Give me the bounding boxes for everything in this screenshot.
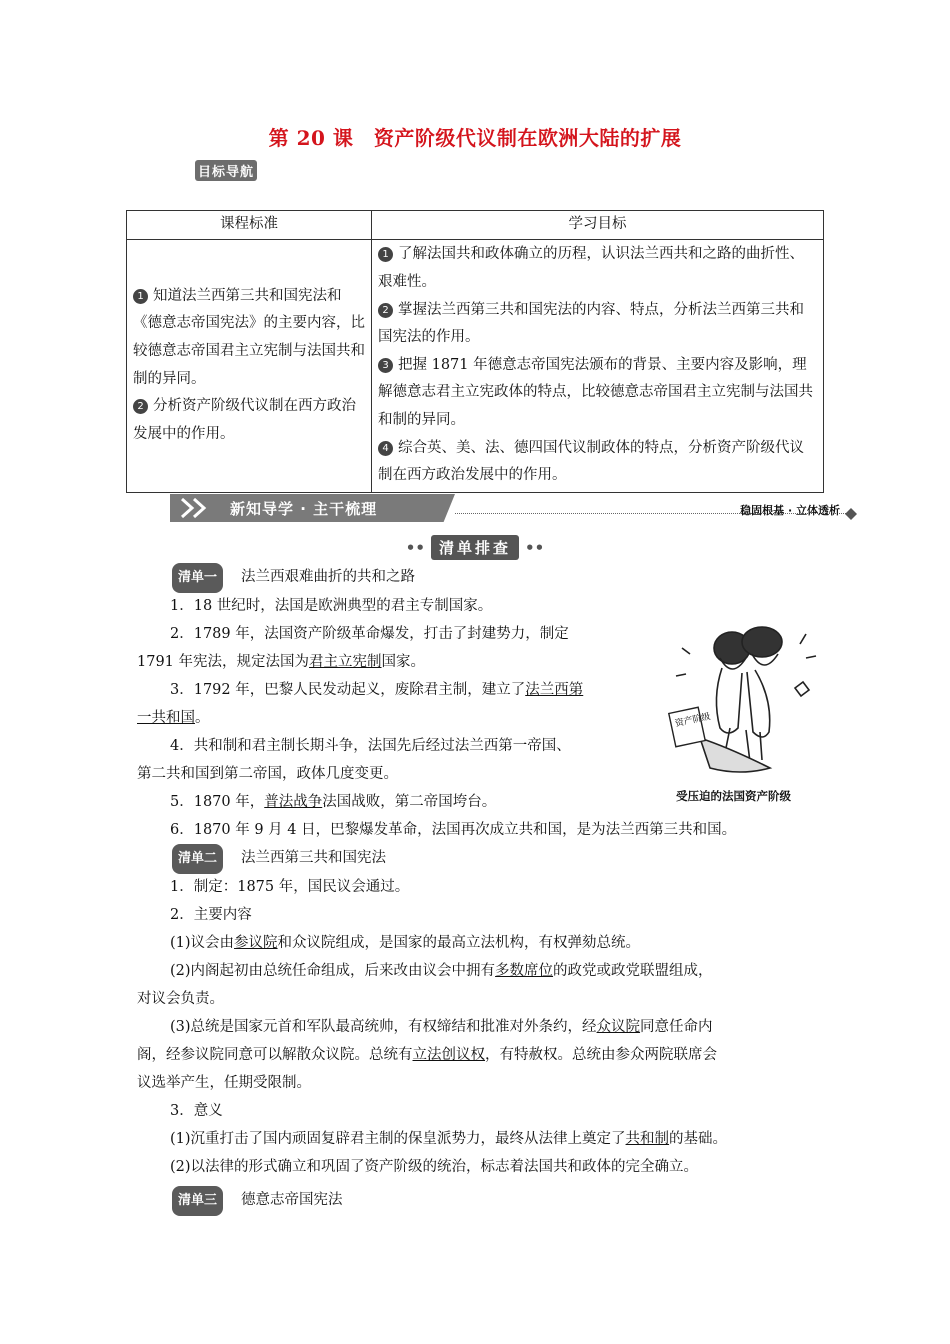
answer-underline: 普法战争 [264, 794, 323, 810]
list1-point [170, 788, 496, 816]
banner-title: 新知导学 · 主干梳理 [230, 500, 378, 518]
list2-point [137, 1041, 717, 1069]
answer-underline: 立法创议权 [412, 1047, 485, 1063]
list1-point: 4．共和制和君主制长期斗争，法国先后经过法兰西第一帝国、 [170, 738, 571, 754]
number-badge-icon: 4 [378, 441, 393, 456]
text-span: 的基础。 [669, 1131, 728, 1147]
section-title: 清单排查 [431, 535, 519, 560]
list1-point [137, 648, 425, 676]
text-span: 3．1792 年，巴黎人民发动起义，废除君主制，建立了 [170, 682, 526, 698]
sign-text: 资产阶级 [674, 712, 712, 730]
list3-tag: 清单三 [172, 1186, 223, 1216]
text-span: 和众议院组成，是国家的最高立法机构，有权弹劾总统。 [277, 935, 641, 951]
objective-item [378, 297, 817, 352]
text-span: 同意任命内 [640, 1019, 713, 1035]
dots-left-icon: •• [405, 539, 425, 557]
standard-cell [127, 239, 372, 492]
text-span: (3)总统是国家元首和军队最高统帅，有权缔结和批准对外条约，经 [170, 1019, 597, 1035]
answer-underline: 法兰西第 [525, 682, 584, 698]
list1-point: 第二共和国到第二帝国，政体几度变更。 [137, 766, 398, 782]
table-head-standard: 课程标准 [127, 211, 372, 240]
text-span: 的政党或政党联盟组成， [553, 963, 713, 979]
dots-right-icon: •• [525, 539, 545, 557]
objective-text: 掌握法兰西第三共和国宪法的内容、特点，分析法兰西第三共和国宪法的作用。 [378, 301, 804, 346]
list1-tag: 清单一 [172, 563, 223, 593]
cartoon-illustration [660, 618, 830, 786]
list2-point [170, 1125, 727, 1153]
list2-point [170, 1013, 713, 1041]
list1-point [137, 704, 210, 732]
list2-point [170, 929, 640, 957]
objective-item [378, 241, 817, 296]
diamond-icon [845, 508, 857, 520]
objective-text: 了解法国共和政体确立的历程，认识法兰西共和之路的曲折性、艰难性。 [378, 246, 804, 291]
objective-item [378, 435, 817, 490]
objective-text: 综合英、美、法、德四国代议制政体的特点，分析资产阶级代议制在西方政治发展中的作用。 [378, 439, 804, 484]
section-heading [0, 535, 950, 560]
number-badge-icon: 1 [378, 247, 393, 262]
standard-text: 分析资产阶级代议制在西方政治发展中的作用。 [133, 398, 356, 442]
answer-underline: 共和制 [625, 1131, 670, 1147]
list3-title: 德意志帝国宪法 [241, 1192, 343, 1208]
standard-item [133, 283, 365, 393]
answer-underline: 一共和国 [137, 710, 195, 726]
text-span: 法国战败，第二帝国垮台。 [322, 794, 497, 810]
list2-point [170, 957, 713, 985]
number-badge-icon: 1 [133, 289, 148, 304]
table-head-objective: 学习目标 [372, 211, 824, 240]
text-span: (1)沉重打击了国内顽固复辟君主制的保皇派势力，最终从法律上奠定了 [170, 1131, 626, 1147]
banner-subtitle: 稳固根基 · 立体透析 [740, 504, 840, 517]
standard-item [133, 393, 365, 448]
text-span: 5．1870 年， [170, 794, 265, 810]
list1-point [170, 676, 583, 704]
lesson-title: 第 20 课 资产阶级代议制在欧洲大陆的扩展 [268, 126, 682, 150]
text-span: (2)内阁起初由总统任命组成，后来改由议会中拥有 [170, 963, 496, 979]
number-badge-icon: 3 [378, 358, 393, 373]
objective-text: 把握 1871 年德意志帝国宪法颁布的背景、主要内容及影响，理解德意志君主立宪政体的特点，比较德意志帝国君主立宪制与法国共和制的异同。 [378, 356, 813, 428]
text-span: 1791 年宪法，规定法国为 [137, 654, 310, 670]
list1-point: 1．18 世纪时，法国是欧洲典型的君主专制国家。 [170, 598, 493, 614]
list2-title: 法兰西第三共和国宪法 [241, 850, 387, 866]
text-span: 国家。 [381, 654, 426, 670]
list1-point: 2．1789 年，法国资产阶级革命爆发，打击了封建势力，制定 [170, 626, 569, 642]
goal-nav-tag: 目标导航 [195, 160, 257, 181]
answer-underline: 众议院 [596, 1019, 641, 1035]
image-caption: 受压迫的法国资产阶级 [676, 789, 791, 803]
list1-heading [172, 563, 415, 593]
list1-point: 6．1870 年 9 月 4 日，巴黎爆发革命，法国再次成立共和国，是为法兰西第三共和国。 [170, 822, 737, 838]
list2-point: 1．制定：1875 年，国民议会通过。 [170, 879, 410, 895]
text-span: 。 [195, 710, 210, 726]
number-badge-icon: 2 [378, 303, 393, 318]
list2-point: 3．意义 [170, 1103, 223, 1119]
number-badge-icon: 2 [133, 399, 148, 414]
list2-point: (2)以法律的形式确立和巩固了资产阶级的统治，标志着法国共和政体的完全确立。 [170, 1159, 699, 1175]
text-span: ，有特赦权。总统由参众两院联席会 [485, 1047, 717, 1063]
list1-title: 法兰西艰难曲折的共和之路 [241, 569, 416, 585]
answer-underline: 参议院 [234, 935, 278, 951]
text-span: 阁，经参议院同意可以解散众议院。总统有 [137, 1047, 413, 1063]
standard-text: 知道法兰西第三共和国宪法和《德意志帝国宪法》的主要内容，比较德意志帝国君主立宪制与法国共和制的异同。 [133, 287, 365, 387]
list2-tag: 清单二 [172, 844, 223, 874]
objective-cell [372, 239, 824, 492]
list2-point: 2．主要内容 [170, 907, 252, 923]
list2-point: 议选举产生，任期受限制。 [137, 1075, 311, 1091]
list2-point: 对议会负责。 [137, 991, 224, 1007]
list2-heading [172, 844, 386, 874]
list3-heading [172, 1186, 343, 1216]
chevron-right-icon [178, 496, 218, 520]
answer-underline: 多数席位 [495, 963, 554, 979]
objective-item [378, 352, 817, 435]
text-span: (1)议会由 [170, 935, 235, 951]
goals-table [126, 210, 824, 493]
answer-underline: 君主立宪制 [309, 654, 382, 670]
